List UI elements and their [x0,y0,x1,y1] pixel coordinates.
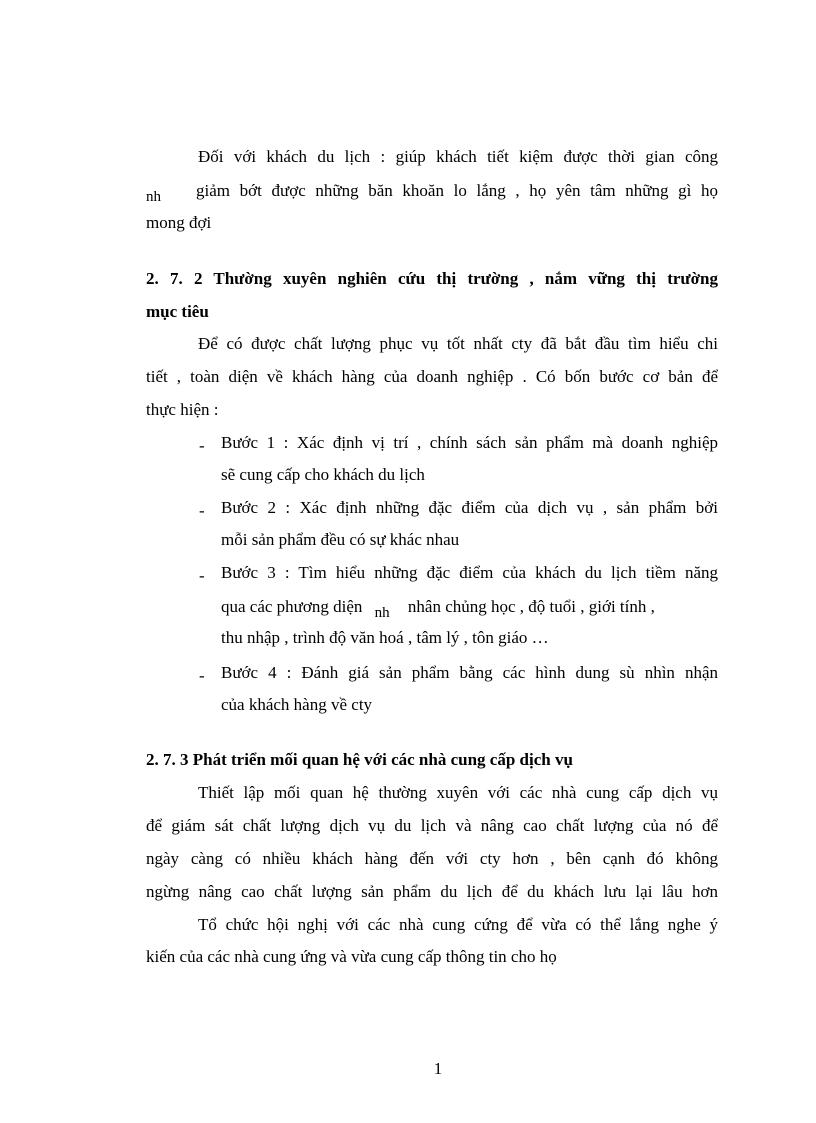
step-2-line-2: mỗi sản phẩm đều có sự khác nhau [221,530,460,549]
step-3-line-2-sub: nh [374,605,390,621]
section-273-para-1-line-3: ngày càng có nhiều khách hàng đến với cty hơn , bên cạnh đó không [146,849,718,868]
section-273-para-1-line-4: ngừng nâng cao chất lượng sản phẩm du lịch để du khách lưu lại lâu hơn [146,882,718,901]
step-3-line-1: Bước 3 : Tìm hiểu những đặc điểm của khách du lịch tiềm năng [221,563,718,582]
section-272-para-line-2: tiết , toàn diện về khách hàng của doanh nghiệp . Có bốn bước cơ bản để [146,367,718,386]
section-272-heading-line-2: mục tiêu [146,302,209,321]
step-3-line-2-start: qua các phương diện [221,597,363,616]
intro-line-1: Đối với khách du lịch : giúp khách tiết kiệm được thời gian công [198,147,718,166]
section-273-para-2-line-2: kiến của các nhà cung ứng và vừa cung cấp thông tin cho họ [146,947,557,966]
intro-line-2-prefix: nh [146,189,161,205]
section-273-para-2-line-1: Tổ chức hội nghị với các nhà cung cứng để vừa có thể lắng nghe ý [198,915,718,934]
step-3-line-3: thu nhập , trình độ văn hoá , tâm lý , tôn giáo … [221,628,549,647]
section-273-para-1-line-2: để giám sát chất lượng dịch vụ du lịch và nâng cao chất lượng của nó để [146,816,718,835]
step-1-line-1: Bước 1 : Xác định vị trí , chính sách sản phẩm mà doanh nghiệp [221,433,718,452]
step-3-line-2-end: nhân chủng học , độ tuổi , giới tính , [407,597,655,616]
intro-line-2 [146,180,718,203]
section-273-para-1-line-1: Thiết lập mối quan hệ thường xuyên với các nhà cung cấp dịch vụ [198,783,718,802]
step-2-bullet: - [199,501,205,520]
intro-line-2-text: giảm bớt được những băn khoăn lo lắng , họ yên tâm những gì họ [196,181,718,200]
step-1-line-2: sẽ cung cấp cho khách du lịch [221,465,425,484]
step-4-bullet: - [199,666,205,685]
step-4-line-2: của khách hàng về cty [221,695,373,714]
step-1-bullet: - [199,436,205,455]
page-number: 1 [433,1059,443,1078]
section-273-heading: 2. 7. 3 Phát triển mối quan hệ với các nhà cung cấp dịch vụ [146,750,573,769]
step-3-line-2 [221,596,718,619]
step-3-bullet: - [199,566,205,585]
step-4-line-1: Bước 4 : Đánh giá sản phẩm bằng các hình dung sù nhìn nhận [221,663,718,682]
section-272-para-line-1: Để có được chất lượng phục vụ tốt nhất cty đã bắt đầu tìm hiểu chi [198,334,718,353]
section-272-heading-line-1: 2. 7. 2 Thường xuyên nghiên cứu thị trường , nắm vững thị trường [146,269,718,288]
step-2-line-1: Bước 2 : Xác định những đặc điểm của dịch vụ , sản phẩm bởi [221,498,718,517]
intro-line-3: mong đợi [146,213,212,232]
section-272-para-line-3: thực hiện : [146,400,219,419]
